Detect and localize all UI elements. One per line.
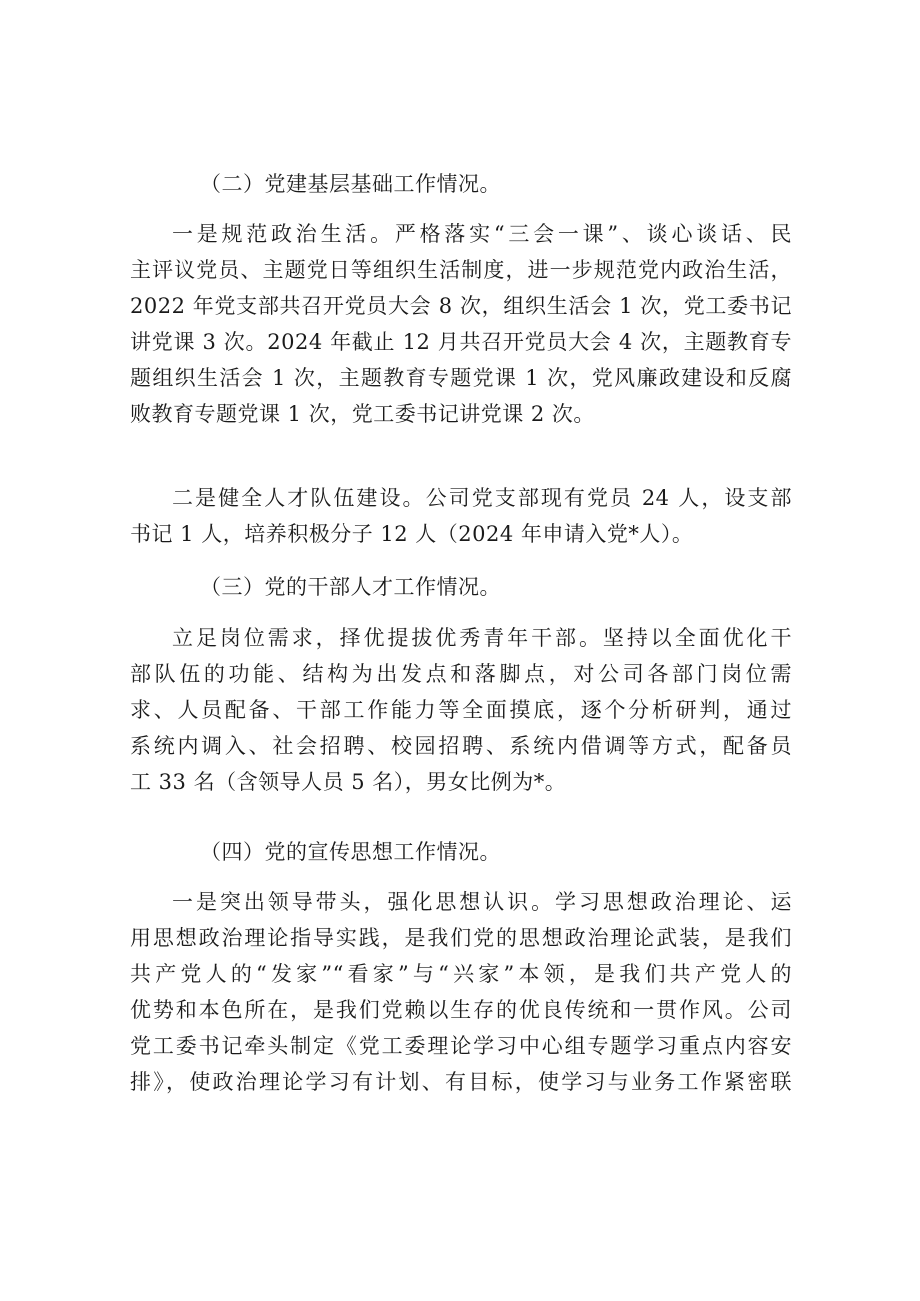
paragraph-line: 主评议党员、主题党日等组织生活制度，进一步规范党内政治生活，: [130, 258, 792, 282]
paragraph-line: 2022 年党支部共召开党员大会 8 次，组织生活会 1 次，党工委书记: [130, 294, 792, 318]
paragraph-line: 立足岗位需求，择优提拔优秀青年干部。坚持以全面优化干: [172, 626, 792, 650]
paragraph-line: 共产党人的“发家”“看家”与“兴家”本领，是我们共产党人的: [130, 962, 792, 986]
section-2-heading: （二）党建基层基础工作情况。: [200, 172, 501, 196]
paragraph-line: 优势和本色所在，是我们党赖以生存的优良传统和一贯作风。公司: [130, 998, 792, 1022]
paragraph-line: 败教育专题党课 1 次，党工委书记讲党课 2 次。: [130, 402, 595, 426]
paragraph-line: 题组织生活会 1 次，主题教育专题党课 1 次，党风廉政建设和反腐: [130, 366, 792, 390]
section-3-heading: （三）党的干部人才工作情况。: [200, 575, 501, 599]
paragraph-line: 一是突出领导带头，强化思想认识。学习思想政治理论、运: [172, 890, 792, 914]
paragraph-line: 党工委书记牵头制定《党工委理论学习中心组专题学习重点内容安: [130, 1034, 792, 1058]
section-4-heading: （四）党的宣传思想工作情况。: [200, 840, 501, 864]
paragraph-line: 系统内调入、社会招聘、校园招聘、系统内借调等方式，配备员: [130, 734, 792, 758]
paragraph-line: 用思想政治理论指导实践，是我们党的思想政治理论武装，是我们: [130, 926, 792, 950]
paragraph-line: 排》，使政治理论学习有计划、有目标，使学习与业务工作紧密联: [130, 1070, 792, 1094]
paragraph-line: 讲党课 3 次。2024 年截止 12 月共召开党员大会 4 次，主题教育专: [130, 330, 792, 354]
paragraph-line: 一是规范政治生活。严格落实“三会一课”、谈心谈话、民: [172, 222, 792, 246]
paragraph-line: 二是健全人才队伍建设。公司党支部现有党员 24 人，设支部: [172, 486, 792, 510]
paragraph-line: 部队伍的功能、结构为出发点和落脚点，对公司各部门岗位需: [130, 662, 792, 686]
paragraph-line: 书记 1 人，培养积极分子 12 人（2024 年申请入党*人）。: [130, 522, 694, 546]
paragraph-line: 求、人员配备、干部工作能力等全面摸底，逐个分析研判，通过: [130, 698, 792, 722]
paragraph-line: 工 33 名（含领导人员 5 名），男女比例为*。: [130, 770, 567, 794]
